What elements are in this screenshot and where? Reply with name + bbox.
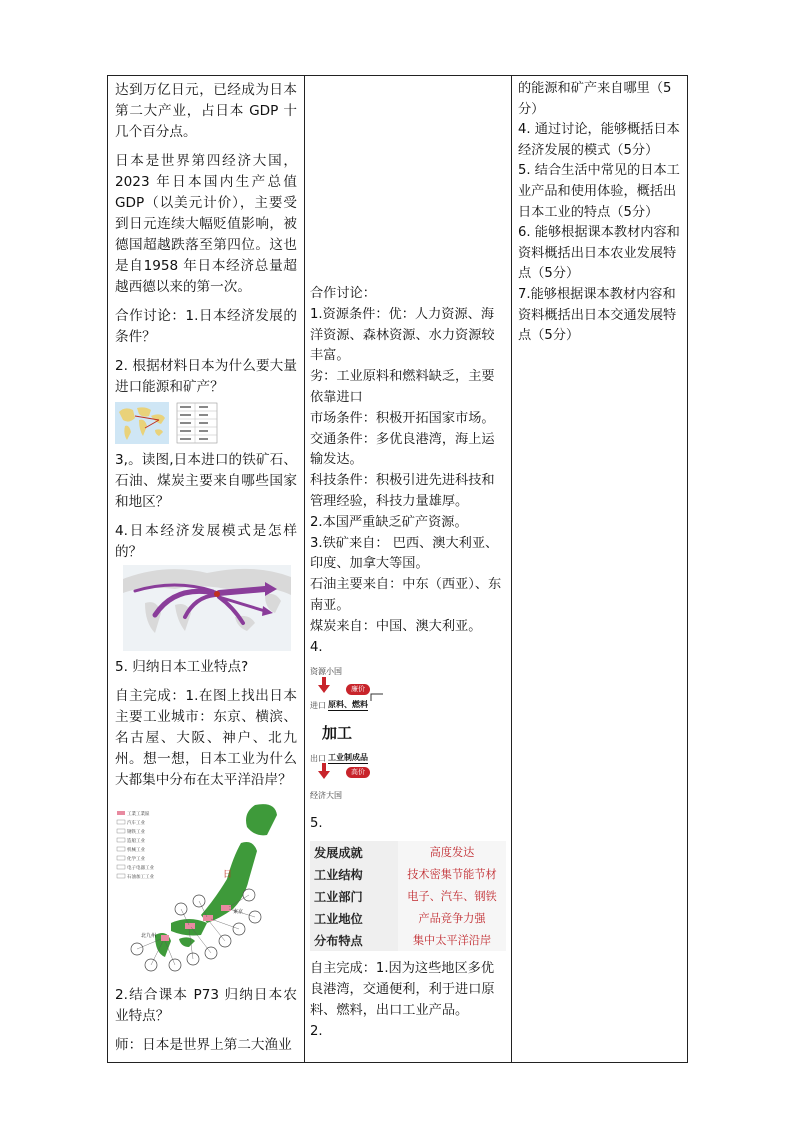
answer-line: 2.本国严重缺乏矿产资源。 bbox=[310, 514, 468, 530]
self-study-answer: 自主完成：1.因为这些地区多优良港湾，交通便利，利于进口原料、燃料，出口工业产品。 bbox=[310, 961, 495, 1018]
arrow-up-icon bbox=[370, 692, 384, 702]
legend-label: 机械工业 bbox=[127, 848, 145, 853]
flow-export: 出口 bbox=[310, 754, 326, 764]
row-label: 工业部门 bbox=[310, 885, 398, 907]
japan-industry-map-image bbox=[115, 801, 295, 979]
student-activity-column bbox=[305, 76, 511, 1062]
row-value: 集中太平洋沿岸 bbox=[398, 929, 506, 951]
row-label: 工业地位 bbox=[310, 907, 398, 929]
economic-model-diagram bbox=[310, 664, 490, 810]
question-agriculture: 2.结合课本 P73 归纳日本农业特点？ bbox=[115, 987, 297, 1024]
paragraph-gdp: 日本是世界第四经济大国，2023 年日本国内生产总值GDP（以美元计价），主要受到日元连续大幅贬值影响，被德国超越跌落至第四位。这也是自1958 年日本经济总量超越西德以来的第一次。 bbox=[115, 153, 297, 295]
objective-line: 5. 结合生活中常见的日本工业产品和使用体验，概括出日本工业的特点（5分） bbox=[518, 163, 680, 220]
row-value: 高度发达 bbox=[398, 841, 506, 863]
answer-line: 1.资源条件：优：人力资源、海洋资源、森林资源、水力资源较丰富。 bbox=[310, 306, 495, 364]
question-4: 4.日本经济发展模式是怎样的？ bbox=[115, 523, 297, 560]
world-map-thumbnail bbox=[115, 402, 297, 444]
teacher-remark: 师：日本是世界上第二大渔业 bbox=[115, 1037, 292, 1053]
answer-line: 交通条件：多优良港湾，海上运输发达。 bbox=[310, 431, 495, 468]
question-3: 3,。读图,日本进口的铁矿石、石油、煤炭主要来自哪些国家和地区？ bbox=[115, 452, 297, 510]
legend-label: 石油加工工业 bbox=[127, 875, 154, 880]
row-label: 工业结构 bbox=[310, 863, 398, 885]
map-label-japan: 日 bbox=[223, 870, 233, 880]
legend-label: 汽车工业 bbox=[127, 821, 145, 826]
trade-flow-map-image bbox=[115, 565, 295, 651]
answer-line: 科技条件：积极引进先进科技和管理经验，科技力量雄厚。 bbox=[310, 473, 495, 509]
item-number-2: 2. bbox=[310, 1023, 323, 1039]
flow-import: 进口 bbox=[310, 701, 326, 711]
flow-economic-power: 经济大国 bbox=[310, 791, 342, 801]
row-label: 分布特点 bbox=[310, 929, 398, 951]
flow-low-price-tag: 廉价 bbox=[346, 684, 370, 695]
objective-line: 7.能够根据课本教材内容和资料概括出日本交通发展特点（5分） bbox=[518, 286, 677, 344]
row-label: 发展成就 bbox=[310, 841, 398, 863]
row-value: 技术密集节能节材 bbox=[398, 863, 506, 885]
table-row bbox=[310, 863, 506, 885]
flow-materials: 原料、燃料 bbox=[328, 700, 368, 710]
table-row bbox=[310, 885, 506, 907]
flow-products: 工业制成品 bbox=[328, 753, 368, 763]
answer-line: 劣：工业原料和燃料缺乏，主要依靠进口 bbox=[310, 369, 495, 405]
map-label-tokyo: 東京 bbox=[233, 909, 244, 915]
world-import-map-image bbox=[115, 402, 219, 444]
table-row bbox=[310, 841, 506, 863]
row-value: 电子、汽车、钢铁 bbox=[398, 885, 506, 907]
objective-line: 4. 通过讨论，能够概括日本经济发展的模式（5分） bbox=[518, 122, 680, 158]
question-1: 合作讨论：1.日本经济发展的条件？ bbox=[115, 308, 297, 345]
answer-line: 石油主要来自：中东（西亚）、东南亚。 bbox=[310, 577, 502, 613]
lesson-table bbox=[107, 75, 688, 1063]
legend-label: 化学工业 bbox=[127, 857, 145, 862]
legend-label: 电子电器工业 bbox=[127, 866, 154, 871]
legend-label: 钢铁工业 bbox=[127, 830, 145, 835]
paragraph-industry: 达到万亿日元，已经成为日本第二大产业，占日本 GDP 十几个百分点。 bbox=[115, 82, 297, 140]
table-row bbox=[310, 929, 506, 951]
row-value: 产品竞争力强 bbox=[398, 907, 506, 929]
flow-resource-poor: 资源小国 bbox=[310, 667, 342, 677]
item-number-5: 5. bbox=[310, 816, 323, 832]
arrow-down-icon bbox=[318, 763, 330, 779]
arrow-down-icon bbox=[318, 677, 330, 693]
industry-summary-table bbox=[310, 841, 506, 951]
flow-high-price-tag: 高价 bbox=[346, 767, 370, 778]
table-row bbox=[310, 907, 506, 929]
teaching-content-column bbox=[108, 76, 304, 1062]
answer-line: 3.铁矿来自： 巴西、澳大利亚、印度、加拿大等国。 bbox=[310, 535, 499, 572]
map-label-kitakyushu: 北九州 bbox=[141, 933, 157, 939]
flow-process: 加工 bbox=[322, 724, 353, 743]
self-study-task: 自主完成：1.在图上找出日本主要工业城市：东京、横滨、名古屋、大阪、神户、北九州。想一想，日本工业为什么大都集中分布在太平洋沿岸？ bbox=[115, 688, 297, 788]
legend-label: 造船工业 bbox=[127, 839, 145, 844]
legend-label: 工業工業區 bbox=[127, 812, 150, 817]
japan-industry-map bbox=[115, 801, 297, 979]
objective-line: 6. 能够根据课本教材内容和资料概括出日本农业发展特点（5分） bbox=[518, 225, 680, 282]
trade-flow-map bbox=[115, 565, 297, 651]
item-number-4: 4. bbox=[310, 639, 323, 655]
objective-line: 的能源和矿产来自哪里（5分） bbox=[518, 81, 672, 117]
discussion-title: 合作讨论： bbox=[310, 286, 376, 301]
question-2: 2. 根据材料日本为什么要大量进口能源和矿产？ bbox=[115, 358, 297, 395]
answer-line: 煤炭来自：中国、澳大利亚。 bbox=[310, 618, 482, 634]
question-5: 5. 归纳日本工业特点? bbox=[115, 659, 249, 675]
objectives-column bbox=[512, 76, 689, 1062]
answer-line: 市场条件：积极开拓国家市场。 bbox=[310, 410, 495, 426]
